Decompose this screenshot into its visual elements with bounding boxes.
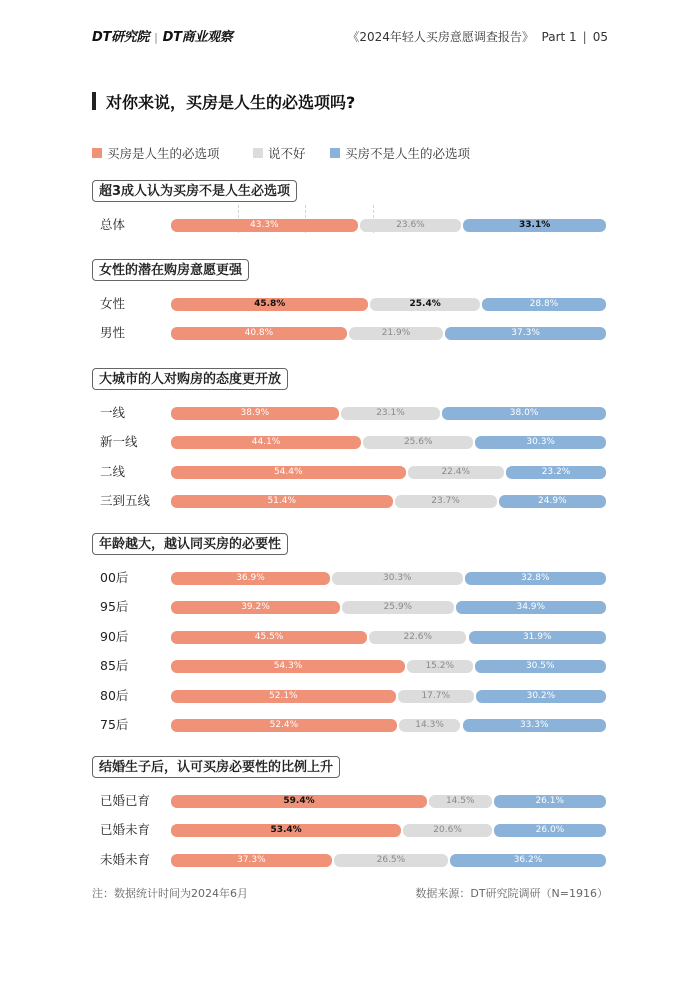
bar-segment-no: 30.3% xyxy=(475,436,606,449)
bar-segment-no: 32.8% xyxy=(465,572,606,585)
page-number: 05 xyxy=(592,30,608,44)
bar-segment-yes: 52.1% xyxy=(171,690,396,703)
bar-segment-yes: 44.1% xyxy=(171,436,361,449)
bar-segment-no: 26.0% xyxy=(494,824,606,837)
bar-segment-no: 28.8% xyxy=(482,298,606,311)
bar-segment-no: 33.1% xyxy=(463,219,606,232)
category-label: 85后 xyxy=(100,658,129,673)
bar-segment-no: 36.2% xyxy=(450,854,606,867)
bar-segment-neutral: 17.7% xyxy=(398,690,474,703)
bar-segment-neutral: 23.6% xyxy=(360,219,462,232)
legend-swatch-no xyxy=(330,148,340,158)
category-label: 三到五线 xyxy=(100,493,151,508)
bar-segment-no: 37.3% xyxy=(445,327,606,340)
bar-segment-neutral: 25.6% xyxy=(363,436,473,449)
bar-segment-neutral: 14.5% xyxy=(429,795,492,808)
legend-label-no: 买房不是人生的必选项 xyxy=(345,146,471,161)
legend-label-yes: 买房是人生的必选项 xyxy=(107,146,220,161)
section-label: 大城市的人对购房的态度更开放 xyxy=(92,368,288,390)
legend-label-neutral: 说不好 xyxy=(268,146,306,161)
bar-segment-neutral: 22.6% xyxy=(369,631,466,644)
category-label: 总体 xyxy=(100,217,126,232)
bar-segment-no: 24.9% xyxy=(499,495,606,508)
bar-segment-neutral: 15.2% xyxy=(407,660,473,673)
category-label: 女性 xyxy=(100,296,126,311)
bar-segment-no: 38.0% xyxy=(442,407,606,420)
bar-segment-yes: 59.4% xyxy=(171,795,427,808)
section-label: 女性的潜在购房意愿更强 xyxy=(92,259,249,281)
category-label: 未婚未育 xyxy=(100,852,151,867)
chart-title: 对你来说，买房是人生的必选项吗? xyxy=(106,93,356,112)
bar-segment-yes: 43.3% xyxy=(171,219,358,232)
title-marker xyxy=(92,92,96,110)
logo-separator: | xyxy=(154,31,158,44)
bar-segment-no: 31.9% xyxy=(469,631,607,644)
bar-segment-neutral: 23.1% xyxy=(341,407,441,420)
bar-segment-neutral: 14.3% xyxy=(399,719,461,732)
bar-segment-neutral: 25.9% xyxy=(342,601,454,614)
section-label: 超3成人认为买房不是人生必选项 xyxy=(92,180,297,202)
brand-logo xyxy=(92,26,232,45)
bar-segment-neutral: 23.7% xyxy=(395,495,497,508)
bar-segment-no: 30.5% xyxy=(475,660,607,673)
category-label: 90后 xyxy=(100,629,129,644)
category-label: 已婚未育 xyxy=(100,822,151,837)
report-info xyxy=(347,28,608,45)
category-label: 已婚已育 xyxy=(100,793,151,808)
bar-segment-yes: 45.5% xyxy=(171,631,367,644)
report-part: Part 1 xyxy=(541,30,577,44)
bar-segment-yes: 40.8% xyxy=(171,327,347,340)
bar-segment-yes: 52.4% xyxy=(171,719,397,732)
bar-segment-neutral: 20.6% xyxy=(403,824,492,837)
bar-segment-yes: 38.9% xyxy=(171,407,339,420)
bar-segment-yes: 45.8% xyxy=(171,298,368,311)
brand-dt-research: DT研究院 xyxy=(92,30,150,45)
legend-swatch-neutral xyxy=(253,148,263,158)
footer-source: 数据来源：DT研究院调研（N=1916） xyxy=(415,887,608,900)
bar-segment-yes: 51.4% xyxy=(171,495,393,508)
bar-segment-no: 33.3% xyxy=(463,719,607,732)
bar-segment-yes: 37.3% xyxy=(171,854,332,867)
bar-segment-no: 30.2% xyxy=(476,690,606,703)
bar-segment-neutral: 22.4% xyxy=(408,466,505,479)
bar-segment-neutral: 25.4% xyxy=(370,298,480,311)
bar-segment-neutral: 26.5% xyxy=(334,854,448,867)
category-label: 75后 xyxy=(100,717,129,732)
section-label: 年龄越大，越认同买房的必要性 xyxy=(92,533,288,555)
bar-segment-no: 26.1% xyxy=(494,795,607,808)
category-label: 二线 xyxy=(100,464,126,479)
brand-dt-business: DT商业观察 xyxy=(162,30,233,45)
category-label: 80后 xyxy=(100,688,129,703)
bar-segment-yes: 39.2% xyxy=(171,601,340,614)
bar-segment-yes: 53.4% xyxy=(171,824,401,837)
report-divider: | xyxy=(582,30,587,44)
report-title: 《2024年轻人买房意愿调查报告》 xyxy=(347,30,534,44)
category-label: 男性 xyxy=(100,325,126,340)
bar-segment-yes: 54.4% xyxy=(171,466,406,479)
footer-note: 注：数据统计时间为2024年6月 xyxy=(92,887,248,900)
bar-segment-no: 34.9% xyxy=(456,601,606,614)
bar-segment-yes: 36.9% xyxy=(171,572,330,585)
category-label: 新一线 xyxy=(100,434,138,449)
bar-segment-neutral: 30.3% xyxy=(332,572,463,585)
section-label: 结婚生子后，认可买房必要性的比例上升 xyxy=(92,756,340,778)
bar-segment-no: 23.2% xyxy=(506,466,606,479)
category-label: 95后 xyxy=(100,599,129,614)
category-label: 一线 xyxy=(100,405,126,420)
category-label: 00后 xyxy=(100,570,129,585)
page-header xyxy=(92,26,608,46)
legend-swatch-yes xyxy=(92,148,102,158)
bar-segment-neutral: 21.9% xyxy=(349,327,443,340)
bar-segment-yes: 54.3% xyxy=(171,660,405,673)
